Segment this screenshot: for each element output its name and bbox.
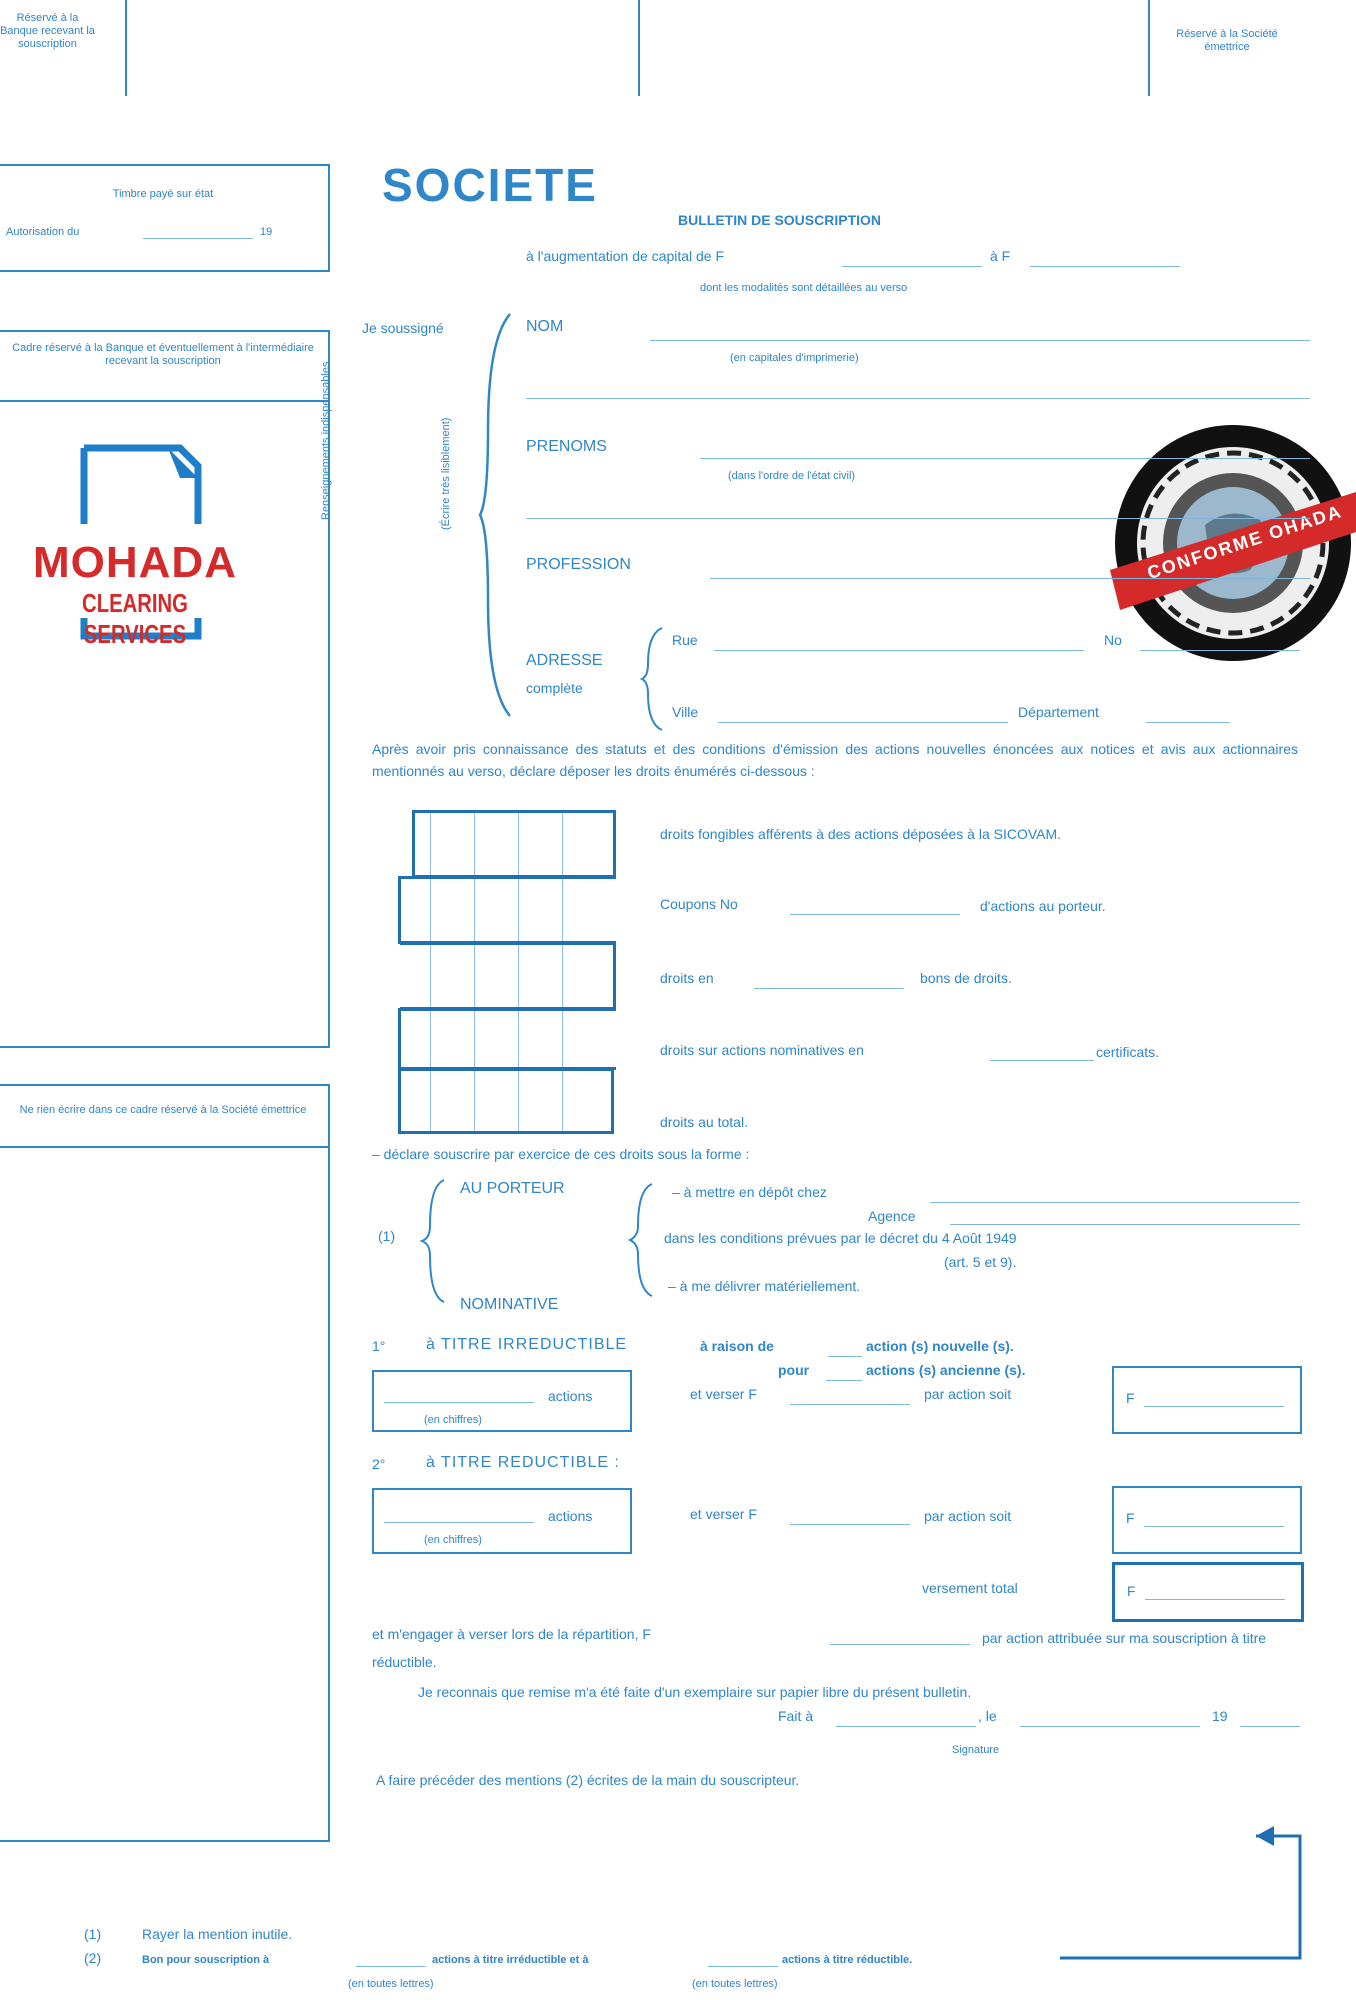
actions-nouvelles: action (s) nouvelle (s). — [866, 1338, 1014, 1354]
je-soussigne: Je soussigné — [362, 320, 444, 336]
coupons-label: Coupons No — [660, 896, 738, 912]
irreductible-verser-field[interactable] — [790, 1404, 910, 1405]
versement-total-f: F — [1127, 1583, 1136, 1599]
seal-text: CONFORME OHADA — [1144, 500, 1345, 584]
reductible-en-chiffres: (en chiffres) — [424, 1534, 482, 1546]
droits-en-field[interactable] — [754, 988, 904, 989]
au-porteur-label: AU PORTEUR — [460, 1180, 565, 1197]
logo — [20, 440, 250, 649]
top-divider-2 — [638, 0, 640, 96]
augmentation-label: à l'augmentation de capital de F — [526, 248, 725, 264]
bons-label: bons de droits. — [920, 970, 1012, 986]
irreductible-num: 1° — [372, 1338, 386, 1354]
reductible-total-box[interactable] — [1112, 1486, 1302, 1554]
vertical-label-1: Renseignements indispensables — [320, 361, 332, 520]
departement-label: Département — [1018, 704, 1099, 720]
modalites-note: dont les modalités sont détaillées au verso — [700, 282, 908, 294]
le-label: , le — [978, 1708, 997, 1724]
bank-frame-title: Cadre réservé à la Banque et éventuellement à l'intermédiaire recevant la souscription — [12, 342, 314, 367]
irreductible-actions-box[interactable] — [372, 1370, 632, 1432]
reductible-verser-field[interactable] — [790, 1524, 910, 1525]
declaration-text: Après avoir pris connaissance des statuts et des conditions d'émission des actions nouvelles énoncées aux notices et avis aux actionnaires mentionnés au verso, déclare déposer les droits énumérés ci-dessous : — [372, 741, 1298, 779]
pour-field[interactable] — [826, 1380, 862, 1381]
top-divider-3 — [1148, 0, 1150, 96]
nominative-label: NOMINATIVE — [460, 1296, 559, 1313]
reductible-par-action: par action soit — [924, 1508, 1012, 1524]
conditions-label: dans les conditions prévues par le décret du 4 Août 1949 — [664, 1230, 1017, 1246]
top-divider-1 — [125, 0, 127, 96]
reductible-actions-label: actions — [548, 1508, 593, 1524]
year-label: 19 — [1212, 1708, 1228, 1724]
rights-cell-5[interactable] — [398, 1068, 614, 1134]
engagement-tail: par action attribuée sur ma souscription à titre réductible. — [372, 1630, 1267, 1670]
droits-en-label: droits en — [660, 970, 714, 986]
raison-label: à raison de — [700, 1338, 774, 1354]
top-right-note: Réservé à la Société émettrice — [1176, 28, 1278, 53]
no-field[interactable] — [1140, 650, 1300, 651]
ville-label: Ville — [672, 704, 699, 720]
vertical-label-2: (Écrire très lisiblement) — [440, 417, 452, 530]
fait-a-field[interactable] — [836, 1726, 976, 1727]
company-frame — [0, 1084, 330, 1842]
versement-total-box[interactable] — [1112, 1562, 1304, 1622]
depot-label: – à mettre en dépôt chez — [672, 1184, 827, 1200]
irreductible-verser: et verser F — [690, 1386, 757, 1402]
agence-field[interactable] — [950, 1224, 1300, 1225]
footnote-2b: actions à titre irréductible et à — [432, 1954, 589, 1966]
total-label: droits au total. — [660, 1114, 748, 1130]
footnote-field-1[interactable] — [356, 1966, 426, 1967]
stamp-line1: Timbre payé sur état — [112, 188, 214, 200]
prenoms-hint: (dans l'ordre de l'état civil) — [728, 470, 856, 482]
footnote-2a: Bon pour souscription à — [142, 1954, 270, 1966]
ville-field[interactable] — [718, 722, 1008, 723]
footnote-field-2[interactable] — [708, 1966, 778, 1967]
versement-total-label: versement total — [922, 1580, 1018, 1596]
reductible-f: F — [1126, 1510, 1135, 1526]
reductible-num: 2° — [372, 1456, 386, 1472]
irreductible-total-box[interactable] — [1112, 1366, 1302, 1434]
coupons-field[interactable] — [790, 914, 960, 915]
rights-cell-1[interactable] — [412, 810, 616, 878]
no-label: No — [1104, 632, 1122, 648]
irreductible-f: F — [1126, 1390, 1135, 1406]
prenoms-field[interactable] — [700, 458, 1310, 459]
irreductible-en-chiffres: (en chiffres) — [424, 1414, 482, 1426]
adresse-brace — [640, 624, 666, 734]
agence-label: Agence — [868, 1208, 916, 1224]
signature-label: Signature — [952, 1744, 1000, 1756]
conforme-seal — [1110, 420, 1356, 666]
irreductible-actions-label: actions — [548, 1388, 593, 1404]
toutes-lettres-1: (en toutes lettres) — [348, 1978, 434, 1990]
toutes-lettres-2: (en toutes lettres) — [692, 1978, 778, 1990]
irreductible-title: à TITRE IRREDUCTIBLE — [426, 1336, 628, 1353]
complete-label: complète — [526, 680, 583, 696]
reductible-verser: et verser F — [690, 1506, 757, 1522]
rue-field[interactable] — [714, 650, 1084, 651]
rights-cell-2[interactable] — [398, 876, 616, 944]
nom-label: NOM — [526, 318, 564, 335]
form-brace-right — [628, 1180, 658, 1300]
augmentation-to: à F — [990, 248, 1011, 264]
company-frame-title: Ne rien écrire dans ce cadre réservé à la Société émettrice — [19, 1104, 307, 1116]
footnote-1-num: (1) — [84, 1926, 102, 1942]
nominatives-label: droits sur actions nominatives en — [660, 1042, 864, 1058]
certificats-label: certificats. — [1096, 1044, 1160, 1060]
mentions-note: A faire précéder des mentions (2) écrites de la main du souscripteur. — [376, 1772, 800, 1788]
rights-cell-4[interactable] — [398, 1008, 616, 1070]
adresse-label: ADRESSE — [526, 652, 603, 669]
profession-label: PROFESSION — [526, 556, 631, 573]
coupons-tail: d'actions au porteur. — [980, 898, 1106, 914]
reconnais-text: Je reconnais que remise m'a été faite d'un exemplaire sur papier libre du présent bulletin. — [418, 1684, 972, 1700]
engagement-line: et m'engager à verser lors de la répartition, F — [372, 1626, 651, 1642]
form-brace-left — [420, 1176, 450, 1306]
rights-cell-3[interactable] — [400, 942, 616, 1010]
bank-frame — [0, 330, 330, 1048]
raison-field[interactable] — [828, 1356, 862, 1357]
fongibles-label: droits fongibles afférents à des actions déposées à la SICOVAM. — [660, 826, 1062, 842]
fait-a-label: Fait à — [778, 1708, 814, 1724]
pour-label: pour — [778, 1362, 810, 1378]
reductible-actions-box[interactable] — [372, 1488, 632, 1554]
footnote-1-text: Rayer la mention inutile. — [142, 1926, 293, 1942]
irreductible-par-action: par action soit — [924, 1386, 1012, 1402]
return-arrow-icon — [1060, 1820, 1320, 1970]
prenoms-label: PRENOMS — [526, 438, 607, 455]
nom-field[interactable] — [650, 340, 1310, 341]
nom-hint: (en capitales d'imprimerie) — [730, 352, 859, 364]
actions-anciennes: actions (s) ancienne (s). — [866, 1362, 1026, 1378]
footnote-2-num: (2) — [84, 1950, 102, 1966]
stamp-line2: Autorisation du — [6, 226, 80, 238]
delivrer-label: – à me délivrer matériellement. — [668, 1278, 861, 1294]
logo-line1: MOHADA — [33, 538, 237, 587]
depot-field[interactable] — [930, 1202, 1300, 1203]
reductible-title: à TITRE REDUCTIBLE : — [426, 1454, 620, 1471]
bulletin-title: BULLETIN DE SOUSCRIPTION — [678, 212, 882, 228]
departement-field[interactable] — [1146, 722, 1230, 723]
stamp-box — [0, 164, 330, 272]
rue-label: Rue — [672, 632, 698, 648]
footnote-2c: actions à titre réductible. — [782, 1954, 913, 1966]
form-ref: (1) — [378, 1228, 396, 1244]
logo-line2: CLEARING SERVICES — [82, 588, 188, 649]
form-intro: – déclare souscrire par exercice de ces droits sous la forme : — [372, 1146, 750, 1162]
page-title: SOCIETE — [382, 159, 598, 211]
top-left-note: Réservé à la Banque recevant la souscription — [0, 12, 95, 50]
date-field[interactable] — [1020, 1726, 1200, 1727]
identity-brace — [478, 310, 518, 720]
stamp-year: 19 — [260, 226, 273, 238]
nominatives-field[interactable] — [990, 1060, 1094, 1061]
art-label: (art. 5 et 9). — [944, 1254, 1017, 1270]
profession-field[interactable] — [710, 578, 1310, 579]
